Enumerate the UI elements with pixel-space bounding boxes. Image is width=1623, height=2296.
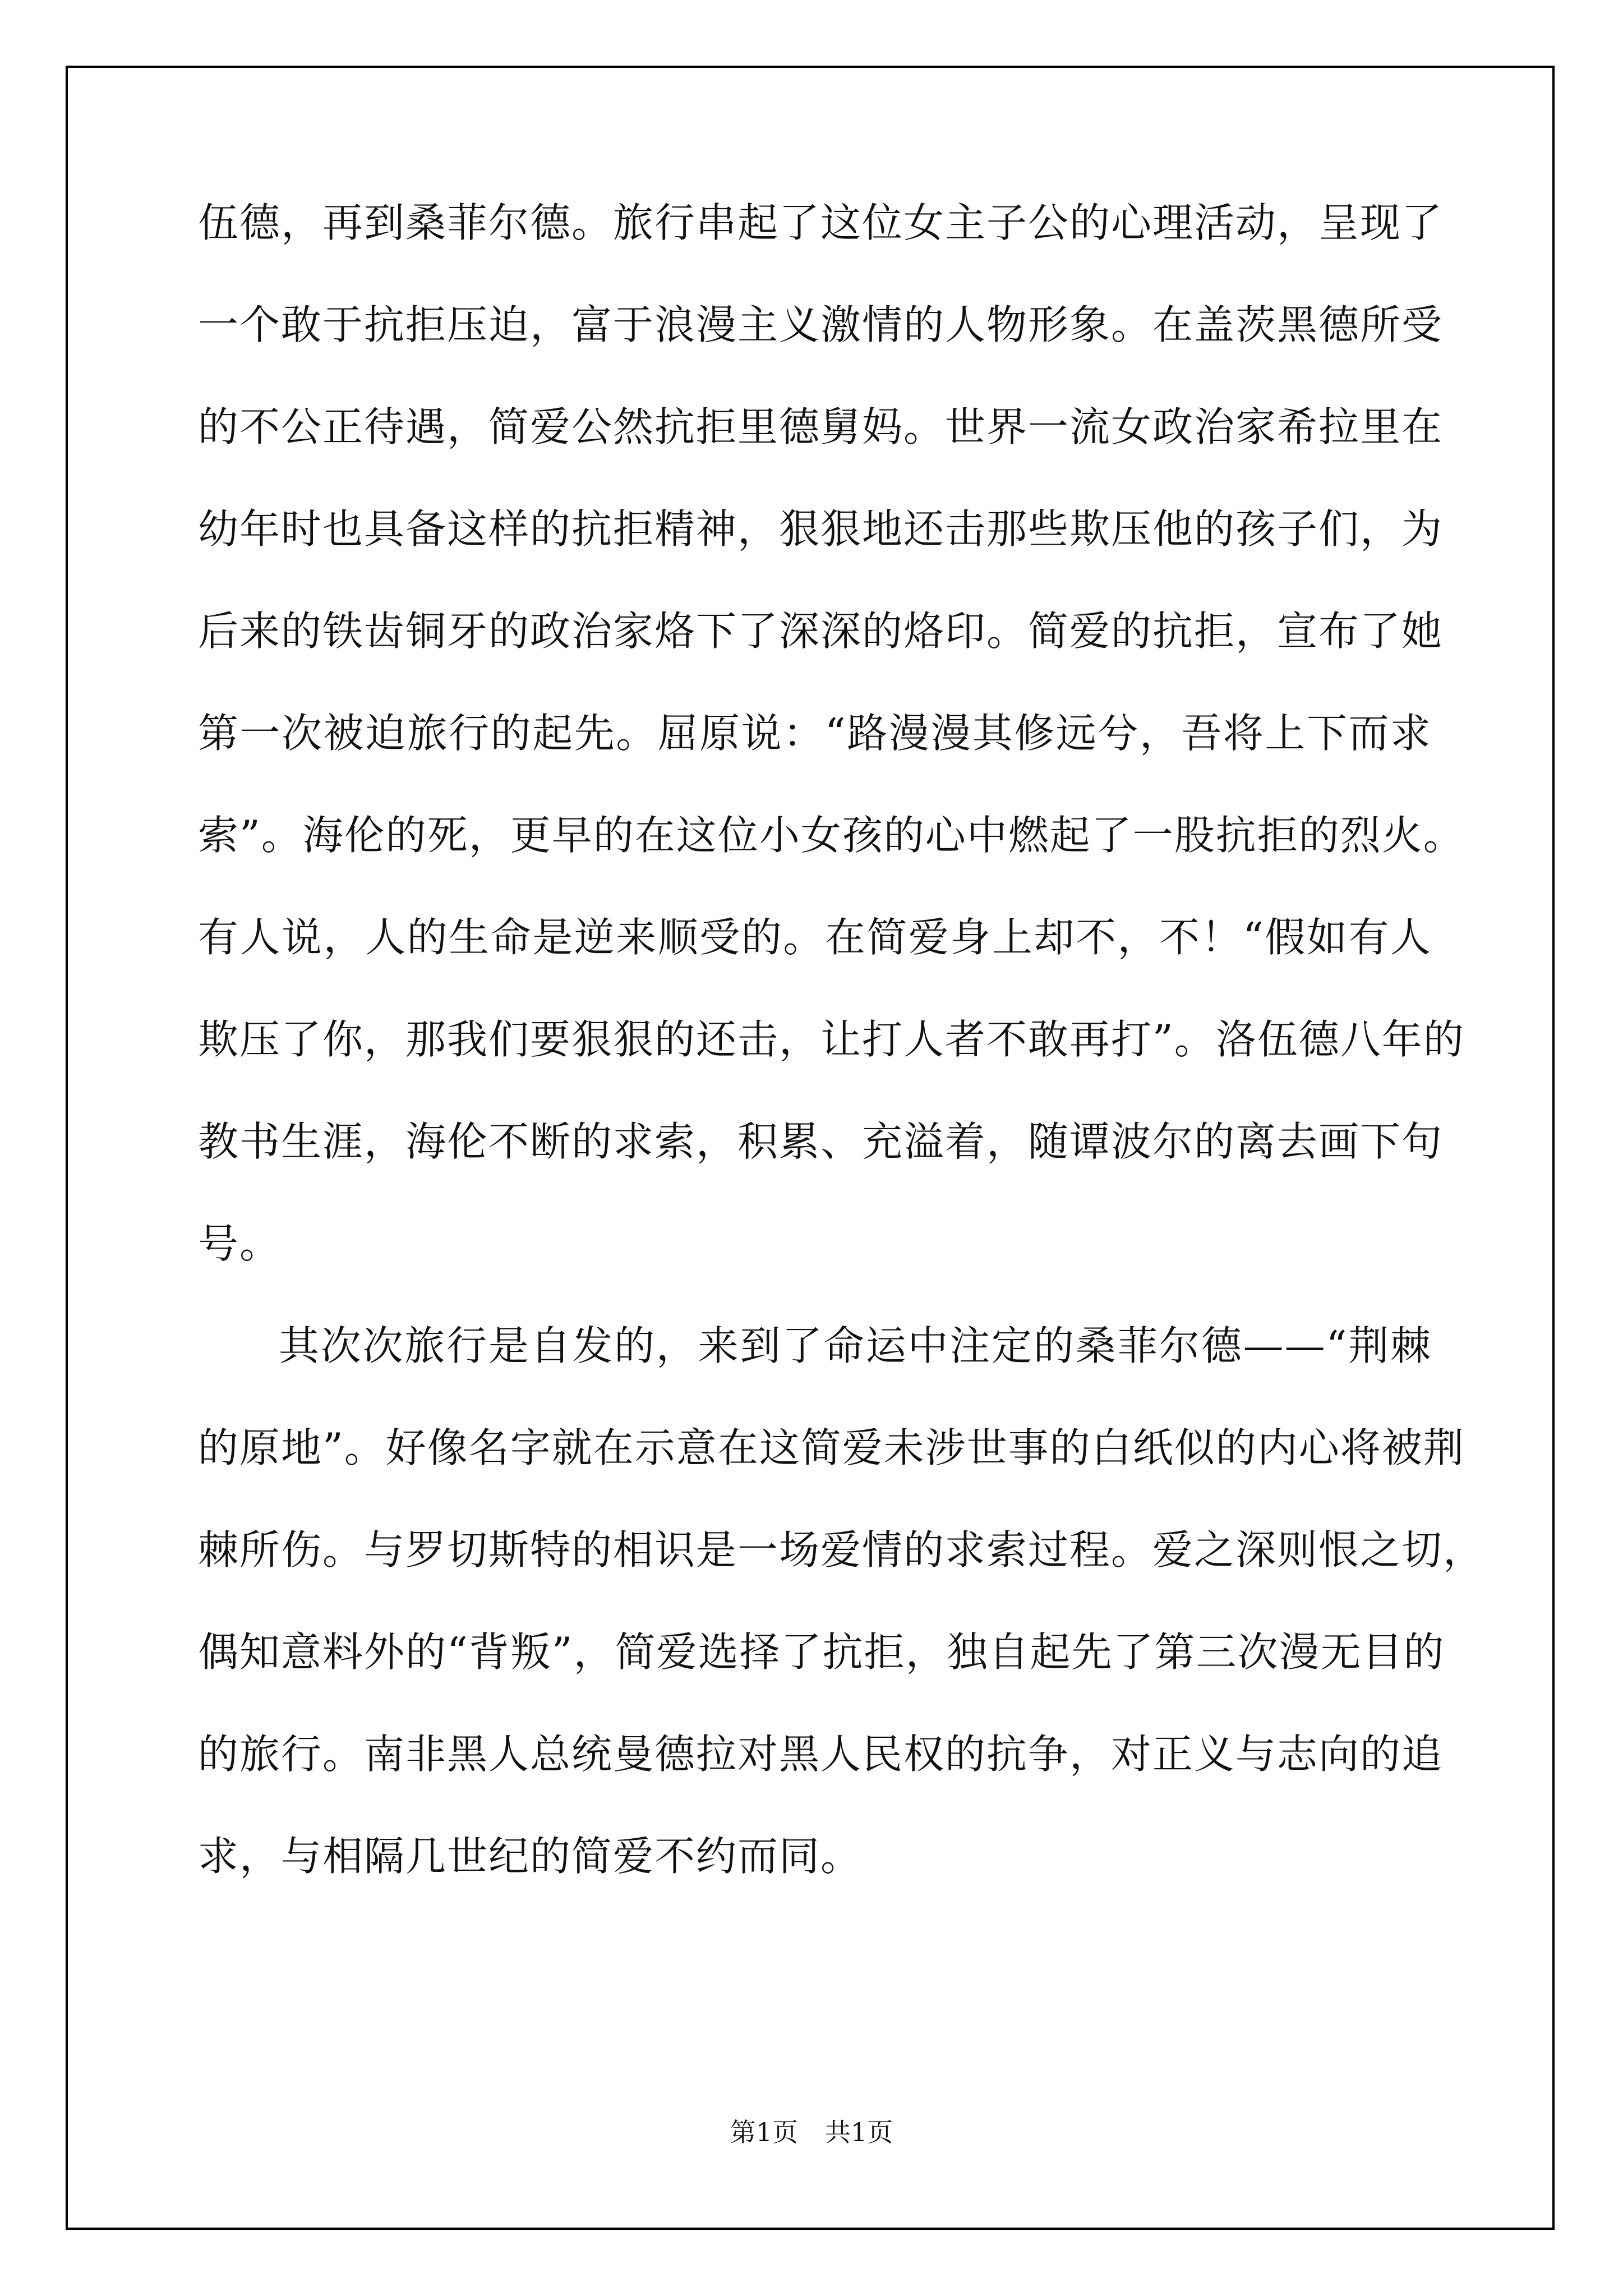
text-line: 其次次旅行是自发的，来到了命运中注定的桑菲尔德——“荆棘 [279, 1322, 1432, 1369]
paragraph [198, 197, 1465, 1269]
text-line: 的原地”。好像名字就在示意在这简爱未涉世事的白纸似的内心将被荆 [198, 1424, 1465, 1471]
text-line: 偶知意料外的“背叛”，简爱选择了抗拒，独自起先了第三次漫无目的 [198, 1628, 1445, 1676]
text-line: 一个敢于抗拒压迫，富于浪漫主义激情的人物形象。在盖茨黑德所受 [198, 301, 1444, 348]
text-line: 号。 [198, 1220, 282, 1267]
paragraph [198, 1320, 1485, 1881]
text-line: 教书生涯，海伦不断的求索，积累、充溢着，随谭波尔的离去画下句 [198, 1118, 1444, 1165]
text-line: 有人说，人的生命是逆来顺受的。在简爱身上却不，不！“假如有人 [198, 914, 1432, 961]
page-total: 共1页 [825, 2117, 893, 2147]
page-footer [0, 2116, 1623, 2148]
document-body [198, 197, 1485, 1933]
text-line: 第一次被迫旅行的起先。屈原说：“路漫漫其修远兮，吾将上下而求 [198, 710, 1432, 757]
text-line: 求，与相隔几世纪的简爱不约而同。 [198, 1833, 863, 1880]
text-line: 索”。海伦的死，更早的在这位小女孩的心中燃起了一股抗拒的烈火。 [198, 812, 1465, 859]
page-number: 第1页 [730, 2117, 798, 2147]
text-line: 棘所伤。与罗切斯特的相识是一场爱情的求索过程。爱之深则恨之切， [198, 1526, 1485, 1573]
text-line: 的不公正待遇，简爱公然抗拒里德舅妈。世界一流女政治家希拉里在 [198, 403, 1444, 450]
text-line: 的旅行。南非黑人总统曼德拉对黑人民权的抗争，对正义与志向的追 [198, 1731, 1444, 1778]
text-line: 伍德，再到桑菲尔德。旅行串起了这位女主子公的心理活动，呈现了 [198, 199, 1444, 246]
text-line: 欺压了你，那我们要狠狠的还击，让打人者不敢再打”。洛伍德八年的 [198, 1016, 1465, 1063]
text-line: 后来的铁齿铜牙的政治家烙下了深深的烙印。简爱的抗拒，宣布了她 [198, 608, 1444, 655]
text-line: 幼年时也具备这样的抗拒精神，狠狠地还击那些欺压他的孩子们，为 [198, 505, 1444, 553]
